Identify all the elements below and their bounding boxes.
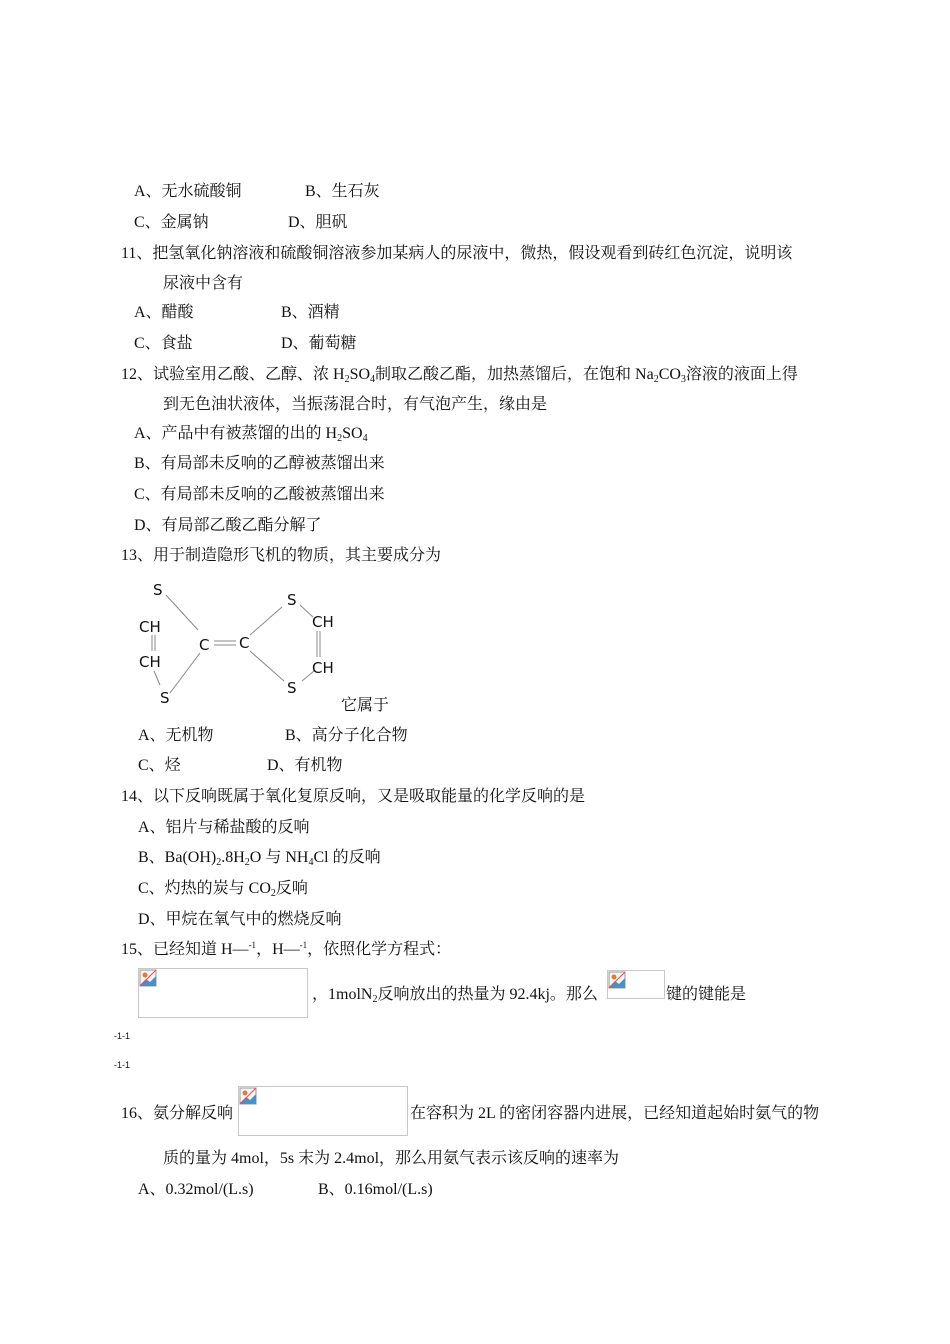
- tetrathiafulvalene-structure: [130, 575, 370, 710]
- q10-option-d: D、胆矾: [288, 214, 348, 231]
- q16-stem-end: 在容积为 2L 的密闭容器内进展，已经知道起始时氨气的物: [410, 1105, 820, 1122]
- atom-s-2: S: [160, 689, 170, 707]
- q12-stem-line1: 12、试验室用乙酸、乙醇、浓 $H_2SO_4$制取乙酸乙酯，加热蒸馏后，在饱和 $Na_2CO_3$溶液的液面上得: [121, 366, 798, 385]
- atom-s-3: S: [287, 591, 297, 609]
- q13-option-a: A、无机物: [138, 727, 214, 744]
- atom-s-4: S: [287, 679, 297, 697]
- q13-option-c: C、烃: [138, 757, 181, 774]
- q13-option-d: D、有机物: [267, 757, 343, 774]
- broken-image-icon: [608, 971, 626, 989]
- q15-stem: 15、已经知道 H—$^{-1}$，H—$^{-1}$，依照化学方程式：: [121, 940, 452, 958]
- atom-c-2: C: [239, 634, 250, 652]
- q14-stem: 14、以下反响既属于氧化复原反响，又是吸取能量的化学反响的是: [121, 788, 586, 805]
- q16-option-a: A、0.32mol/(L.s): [138, 1181, 254, 1198]
- q14-option-a: A、铝片与稀盐酸的反响: [138, 819, 310, 836]
- q16-stem-line2: 质的量为 4mol，5s 末为 2.4mol，那么用氨气表示该反响的速率为: [163, 1150, 620, 1167]
- equation-image-placeholder: [138, 968, 308, 1018]
- q12-option-c: C、有局部未反响的乙酸被蒸馏出来: [134, 486, 385, 503]
- broken-image-icon: [139, 969, 157, 987]
- q13-stem: 13、用于制造隐形飞机的物质，其主要成分为: [121, 547, 442, 564]
- atom-c-1: C: [199, 636, 210, 654]
- q14-option-c: C、灼热的炭与 $CO_2$反响: [138, 880, 308, 899]
- q13-option-b: B、高分子化合物: [285, 727, 408, 744]
- q16-option-b: B、0.16mol/(L.s): [318, 1181, 433, 1198]
- q14-option-b: B、$Ba(OH)_2.8H_2O$ 与 $NH_4Cl$ 的反响: [138, 849, 381, 868]
- q15-line2: ，1molN$_2$反响放出的热量为 92.4kj。那么: [312, 986, 598, 1005]
- q14-option-d: D、甲烷在氧气中的燃烧反响: [138, 911, 342, 928]
- atom-ch-3: CH: [312, 613, 334, 631]
- q11-stem-line1: 11、把氢氧化钠溶液和硫酸铜溶液参加某病人的尿液中，微热，假设观看到砖红色沉淀，说明该: [121, 245, 793, 262]
- q11-option-a: A、醋酸: [134, 304, 194, 321]
- broken-image-icon: [239, 1087, 257, 1105]
- q12-option-a: A、产品中有被蒸馏的出的 $H_2SO_4$: [134, 425, 368, 444]
- q12-option-b: B、有局部未反响的乙醇被蒸馏出来: [134, 455, 385, 472]
- q16-stem-start: 16、氨分解反响: [121, 1105, 234, 1122]
- atom-ch-4: CH: [312, 659, 334, 677]
- q10-option-a: A、无水硫酸铜: [134, 183, 242, 200]
- q15-note-1: -1-1: [114, 1031, 131, 1041]
- bond-image-placeholder: [607, 970, 665, 999]
- atom-ch-2: CH: [139, 653, 161, 671]
- q11-option-d: D、葡萄糖: [281, 335, 357, 352]
- atom-s-1: S: [153, 581, 163, 599]
- q12-stem-line2: 到无色油状液体，当振荡混合时，有气泡产生，缘由是: [163, 396, 548, 413]
- q10-option-b: B、生石灰: [305, 183, 380, 200]
- q11-stem-line2: 尿液中含有: [163, 275, 244, 292]
- q13-tail: 它属于: [341, 697, 390, 714]
- q10-option-c: C、金属钠: [134, 214, 209, 231]
- q15-note-2: -1-1: [114, 1060, 131, 1070]
- q15-line2-end: 键的键能是: [666, 986, 747, 1003]
- q12-option-d: D、有局部乙酸乙酯分解了: [134, 517, 322, 534]
- reaction-image-placeholder: [238, 1086, 408, 1136]
- q11-option-b: B、酒精: [281, 304, 340, 321]
- q11-option-c: C、食盐: [134, 335, 193, 352]
- atom-ch-1: CH: [139, 618, 161, 636]
